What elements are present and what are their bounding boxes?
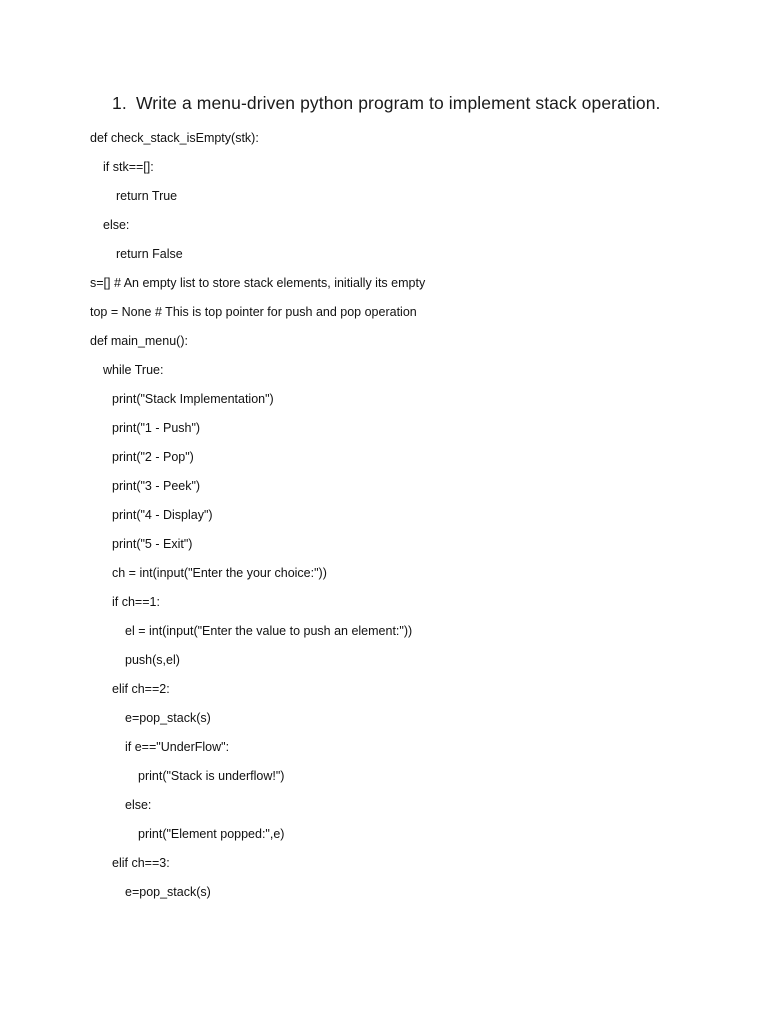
- code-line: ch = int(input("Enter the your choice:")): [112, 566, 327, 580]
- code-line: elif ch==2:: [112, 682, 170, 696]
- code-line: elif ch==3:: [112, 856, 170, 870]
- code-line: e=pop_stack(s): [125, 885, 211, 899]
- code-line: if ch==1:: [112, 595, 160, 609]
- code-line: else:: [125, 798, 152, 812]
- code-line: if stk==[]:: [103, 160, 154, 174]
- code-line: print("3 - Peek"): [112, 479, 201, 493]
- code-line: print("5 - Exit"): [112, 537, 193, 551]
- code-line: el = int(input("Enter the value to push an element:")): [125, 624, 413, 638]
- code-line: if e=="UnderFlow":: [125, 740, 230, 754]
- heading-number: 1.: [112, 93, 127, 113]
- code-line: while True:: [103, 363, 164, 377]
- code-line: print("1 - Push"): [112, 421, 201, 435]
- code-line: print("Stack Implementation"): [112, 392, 274, 406]
- code-line: def main_menu():: [90, 334, 188, 348]
- code-line: push(s,el): [125, 653, 180, 667]
- code-line: s=[] # An empty list to store stack elements, initially its empty: [90, 276, 426, 290]
- code-line: else:: [103, 218, 130, 232]
- code-line: return True: [116, 189, 178, 203]
- code-line: print("Stack is underflow!"): [138, 769, 285, 783]
- code-line: return False: [116, 247, 183, 261]
- code-line: top = None # This is top pointer for push and pop operation: [90, 305, 417, 319]
- code-line: e=pop_stack(s): [125, 711, 211, 725]
- code-line: print("4 - Display"): [112, 508, 213, 522]
- question-heading: [112, 93, 661, 114]
- code-line: def check_stack_isEmpty(stk):: [90, 131, 259, 145]
- code-line: print("2 - Pop"): [112, 450, 194, 464]
- code-line: print("Element popped:",e): [138, 827, 285, 841]
- heading-text: Write a menu-driven python program to implement stack operation.: [136, 93, 661, 113]
